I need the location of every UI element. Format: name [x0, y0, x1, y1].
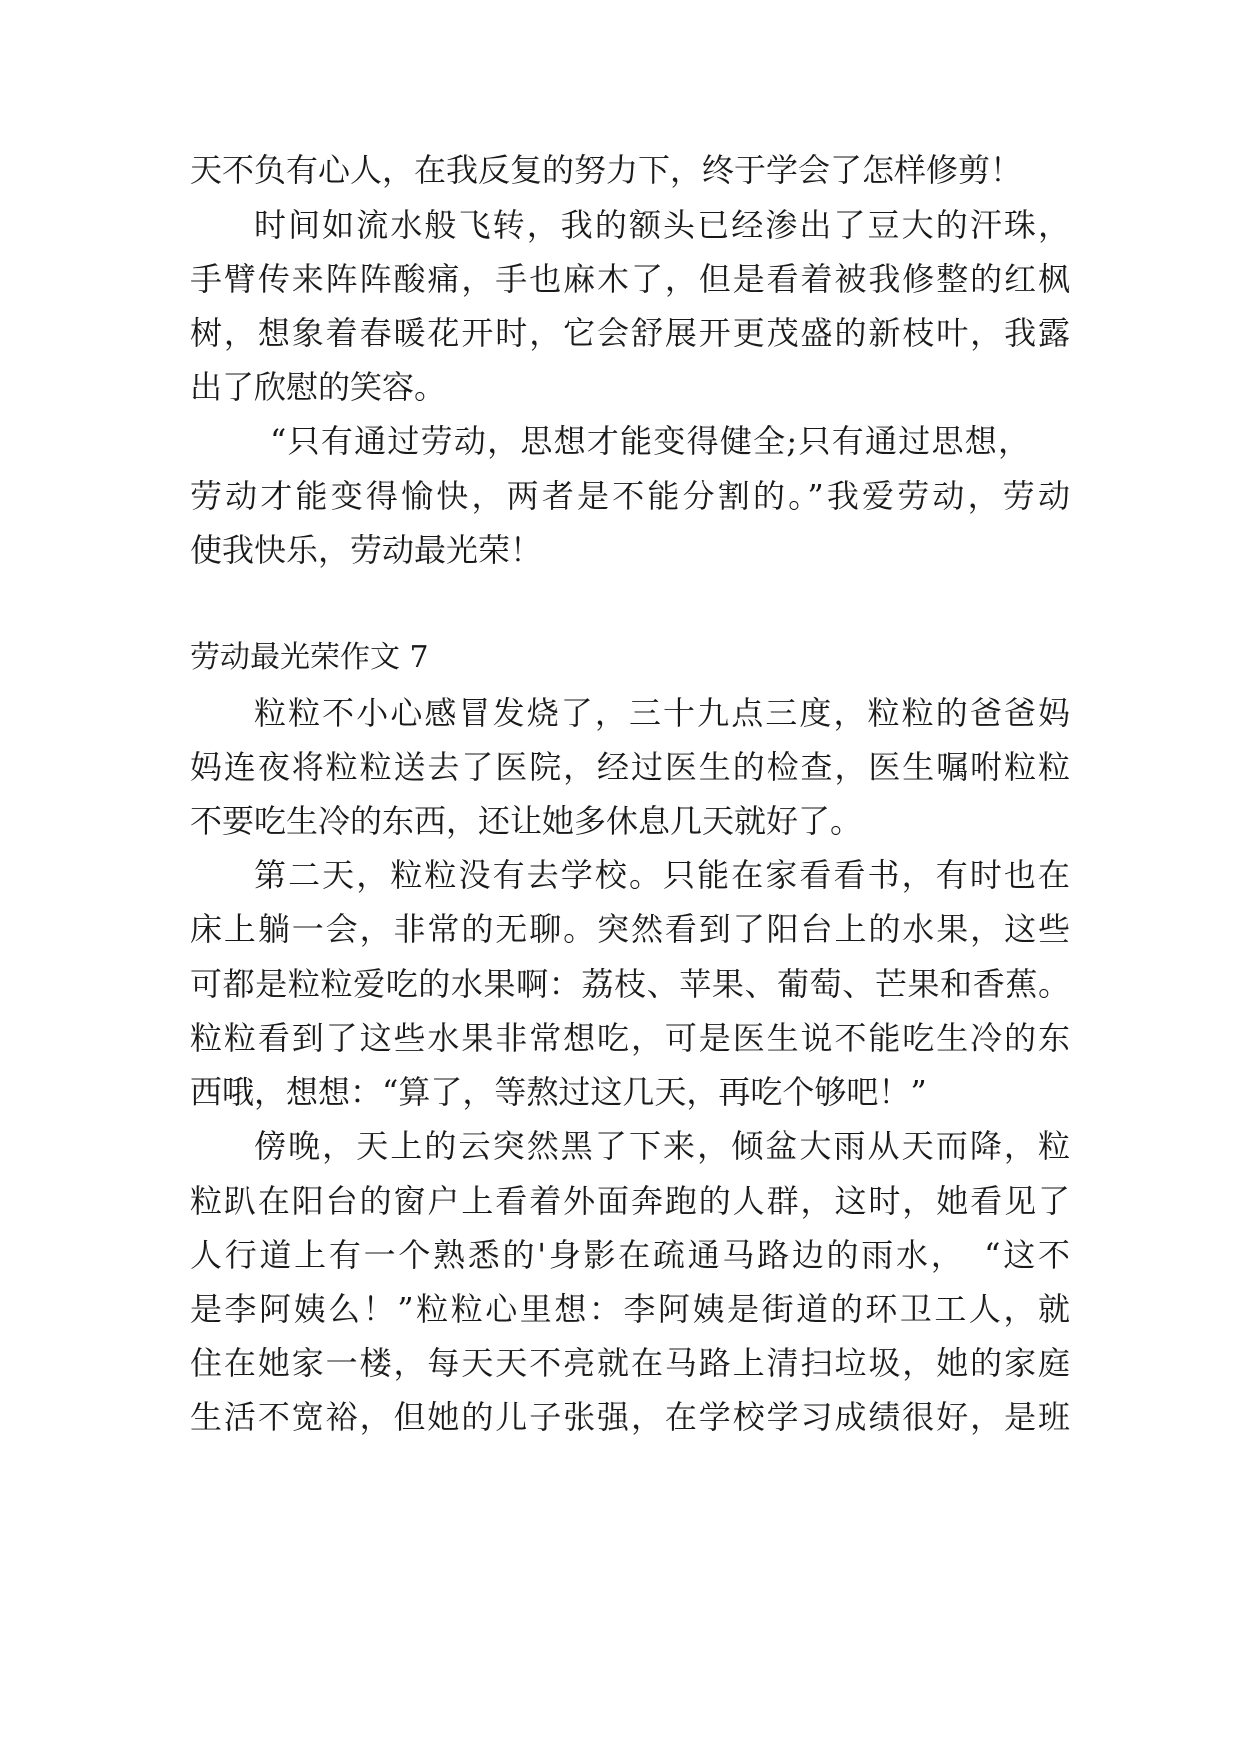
- text-line: “只有通过劳动，思想才能变得健全;只有通过思想，: [270, 422, 1030, 460]
- text-line: 出了欣慰的笑容。: [190, 368, 447, 406]
- text-line: 使我快乐，劳动最光荣！: [190, 531, 543, 569]
- text-line: 粒粒不小心感冒发烧了，三十九点三度，粒粒的爸爸妈: [254, 694, 1070, 732]
- text-line: 住在她家一楼，每天天不亮就在马路上清扫垃圾，她的家庭: [190, 1344, 1070, 1382]
- text-line: 第二天，粒粒没有去学校。只能在家看看书，有时也在: [254, 856, 1070, 894]
- text-line: 粒粒看到了这些水果非常想吃，可是医生说不能吃生冷的东: [190, 1019, 1070, 1057]
- text-line: 是李阿姨么！”粒粒心里想：李阿姨是街道的环卫工人，就: [190, 1290, 1070, 1328]
- text-line: 天不负有心人，在我反复的努力下，终于学会了怎样修剪！: [190, 151, 1023, 189]
- text-line: 树，想象着春暖花开时，它会舒展开更茂盛的新枝叶，我露: [190, 314, 1070, 352]
- text-line: 人行道上有一个熟悉的'身影在疏通马路边的雨水， “这不: [190, 1236, 1070, 1274]
- text-line: 妈连夜将粒粒送去了医院，经过医生的检查，医生嘱咐粒粒: [190, 748, 1070, 786]
- text-line: 时间如流水般飞转，我的额头已经渗出了豆大的汗珠，: [254, 206, 1070, 244]
- text-line: 傍晚，天上的云突然黑了下来，倾盆大雨从天而降，粒: [254, 1127, 1070, 1165]
- text-line: 可都是粒粒爱吃的水果啊：荔枝、苹果、葡萄、芒果和香蕉。: [190, 965, 1070, 1003]
- text-line: 不要吃生冷的东西，还让她多休息几天就好了。: [190, 802, 863, 840]
- text-line: 手臂传来阵阵酸痛，手也麻木了，但是看着被我修整的红枫: [190, 260, 1070, 298]
- text-line: 劳动才能变得愉快，两者是不能分割的。”我爱劳动，劳动: [190, 477, 1070, 515]
- text-line: 生活不宽裕，但她的儿子张强，在学校学习成绩很好，是班: [190, 1398, 1070, 1436]
- section-heading: 劳动最光荣作文 7: [190, 640, 429, 675]
- text-line: 粒趴在阳台的窗户上看着外面奔跑的人群，这时，她看见了: [190, 1182, 1070, 1220]
- text-line: 西哦，想想：“算了，等熬过这几天，再吃个够吧！”: [190, 1073, 927, 1111]
- text-line: 床上躺一会，非常的无聊。突然看到了阳台上的水果，这些: [190, 910, 1070, 948]
